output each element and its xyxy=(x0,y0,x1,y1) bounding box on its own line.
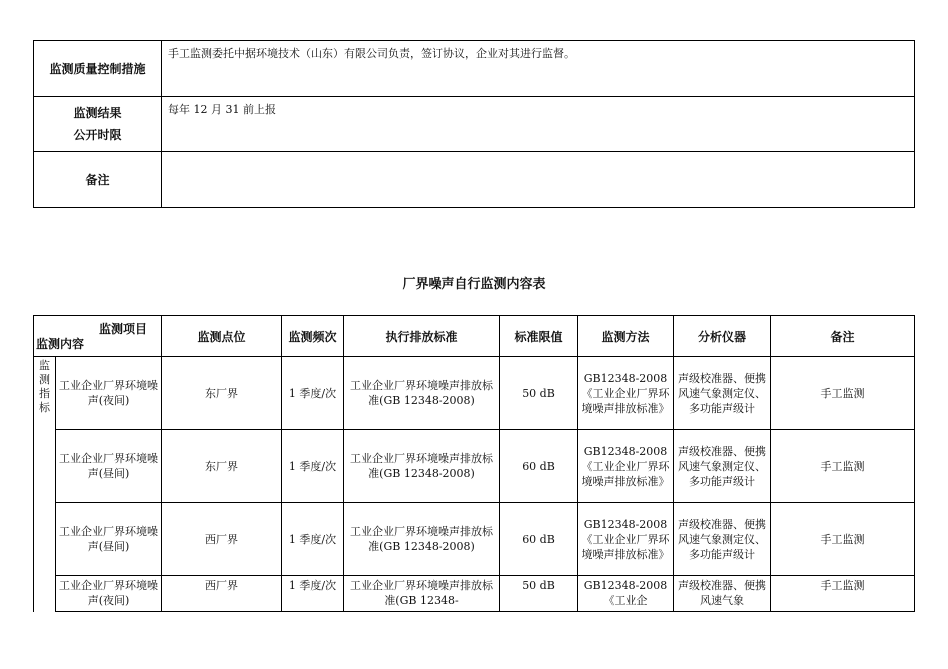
cell-limit: 60 dB xyxy=(500,430,578,503)
cell-standard: 工业企业厂界环境噪声排放标准(GB 12348- xyxy=(344,576,500,612)
cell-method: GB12348-2008《工业企 xyxy=(578,576,674,612)
cell-point: 西厂界 xyxy=(162,576,282,612)
cell-standard: 工业企业厂界环境噪声排放标准(GB 12348-2008) xyxy=(344,357,500,430)
cell-frequency: 1 季度/次 xyxy=(282,576,344,612)
monitoring-info-table xyxy=(33,40,915,208)
cell-instrument: 声级校准器、便携风速气象测定仪、多功能声级计 xyxy=(674,503,771,576)
header-limit: 标准限值 xyxy=(500,316,578,357)
cell-remark: 手工监测 xyxy=(771,576,915,612)
cell-limit: 60 dB xyxy=(500,503,578,576)
cell-point: 西厂界 xyxy=(162,503,282,576)
info-label-quality-control: 监测质量控制措施 xyxy=(34,41,162,97)
cell-remark: 手工监测 xyxy=(771,503,915,576)
info-value-remarks xyxy=(162,152,915,208)
info-label-remarks: 备注 xyxy=(34,152,162,208)
cell-item: 工业企业厂界环境噪声(昼间) xyxy=(56,430,162,503)
cell-point: 东厂界 xyxy=(162,430,282,503)
info-label-line: 监测结果 xyxy=(73,106,122,120)
header-corner-top: 监测项目 xyxy=(98,322,147,336)
header-instrument: 分析仪器 xyxy=(674,316,771,357)
cell-frequency: 1 季度/次 xyxy=(282,503,344,576)
cell-standard: 工业企业厂界环境噪声排放标准(GB 12348-2008) xyxy=(344,503,500,576)
cell-method: GB12348-2008《工业企业厂界环境噪声排放标准》 xyxy=(578,503,674,576)
info-row-quality-control xyxy=(34,41,915,97)
cell-standard: 工业企业厂界环境噪声排放标准(GB 12348-2008) xyxy=(344,430,500,503)
cell-instrument: 声级校准器、便携风速气象测定仪、多功能声级计 xyxy=(674,430,771,503)
header-standard: 执行排放标准 xyxy=(344,316,500,357)
header-corner-bottom: 监测内容 xyxy=(36,337,85,351)
info-label-disclosure-deadline xyxy=(34,97,162,152)
table-row xyxy=(34,576,915,612)
cell-point: 东厂界 xyxy=(162,357,282,430)
cell-limit: 50 dB xyxy=(500,357,578,430)
cell-remark: 手工监测 xyxy=(771,430,915,503)
table-row xyxy=(34,503,915,576)
side-label-monitoring-indicator xyxy=(34,357,56,612)
info-label-line: 公开时限 xyxy=(73,128,122,142)
cell-frequency: 1 季度/次 xyxy=(282,357,344,430)
cell-item: 工业企业厂界环境噪声(昼间) xyxy=(56,503,162,576)
cell-item: 工业企业厂界环境噪声(夜间) xyxy=(56,357,162,430)
cell-frequency: 1 季度/次 xyxy=(282,430,344,503)
section-title: 厂界噪声自行监测内容表 xyxy=(402,277,546,292)
info-row-remarks xyxy=(34,152,915,208)
noise-table-header xyxy=(34,316,915,357)
header-remark: 备注 xyxy=(771,316,915,357)
noise-monitoring-table xyxy=(33,315,915,612)
header-monitoring-point: 监测点位 xyxy=(162,316,282,357)
header-method: 监测方法 xyxy=(578,316,674,357)
cell-method: GB12348-2008《工业企业厂界环境噪声排放标准》 xyxy=(578,430,674,503)
info-value-quality-control: 手工监测委托中据环境技术（山东）有限公司负责，签订协议，企业对其进行监督。 xyxy=(162,41,915,97)
cell-limit: 50 dB xyxy=(500,576,578,612)
cell-item: 工业企业厂界环境噪声(夜间) xyxy=(56,576,162,612)
side-label-text: 监 测 指 标 xyxy=(39,359,50,414)
cell-instrument: 声级校准器、便携风速气象测定仪、多功能声级计 xyxy=(674,357,771,430)
info-value-disclosure-deadline: 每年 12 月 31 前上报 xyxy=(162,97,915,152)
header-corner-cell xyxy=(34,316,162,357)
table-row xyxy=(34,430,915,503)
table-row xyxy=(34,357,915,430)
cell-instrument: 声级校准器、便携风速气象 xyxy=(674,576,771,612)
header-frequency: 监测频次 xyxy=(282,316,344,357)
info-row-disclosure-deadline xyxy=(34,97,915,152)
cell-remark: 手工监测 xyxy=(771,357,915,430)
cell-method: GB12348-2008《工业企业厂界环境噪声排放标准》 xyxy=(578,357,674,430)
